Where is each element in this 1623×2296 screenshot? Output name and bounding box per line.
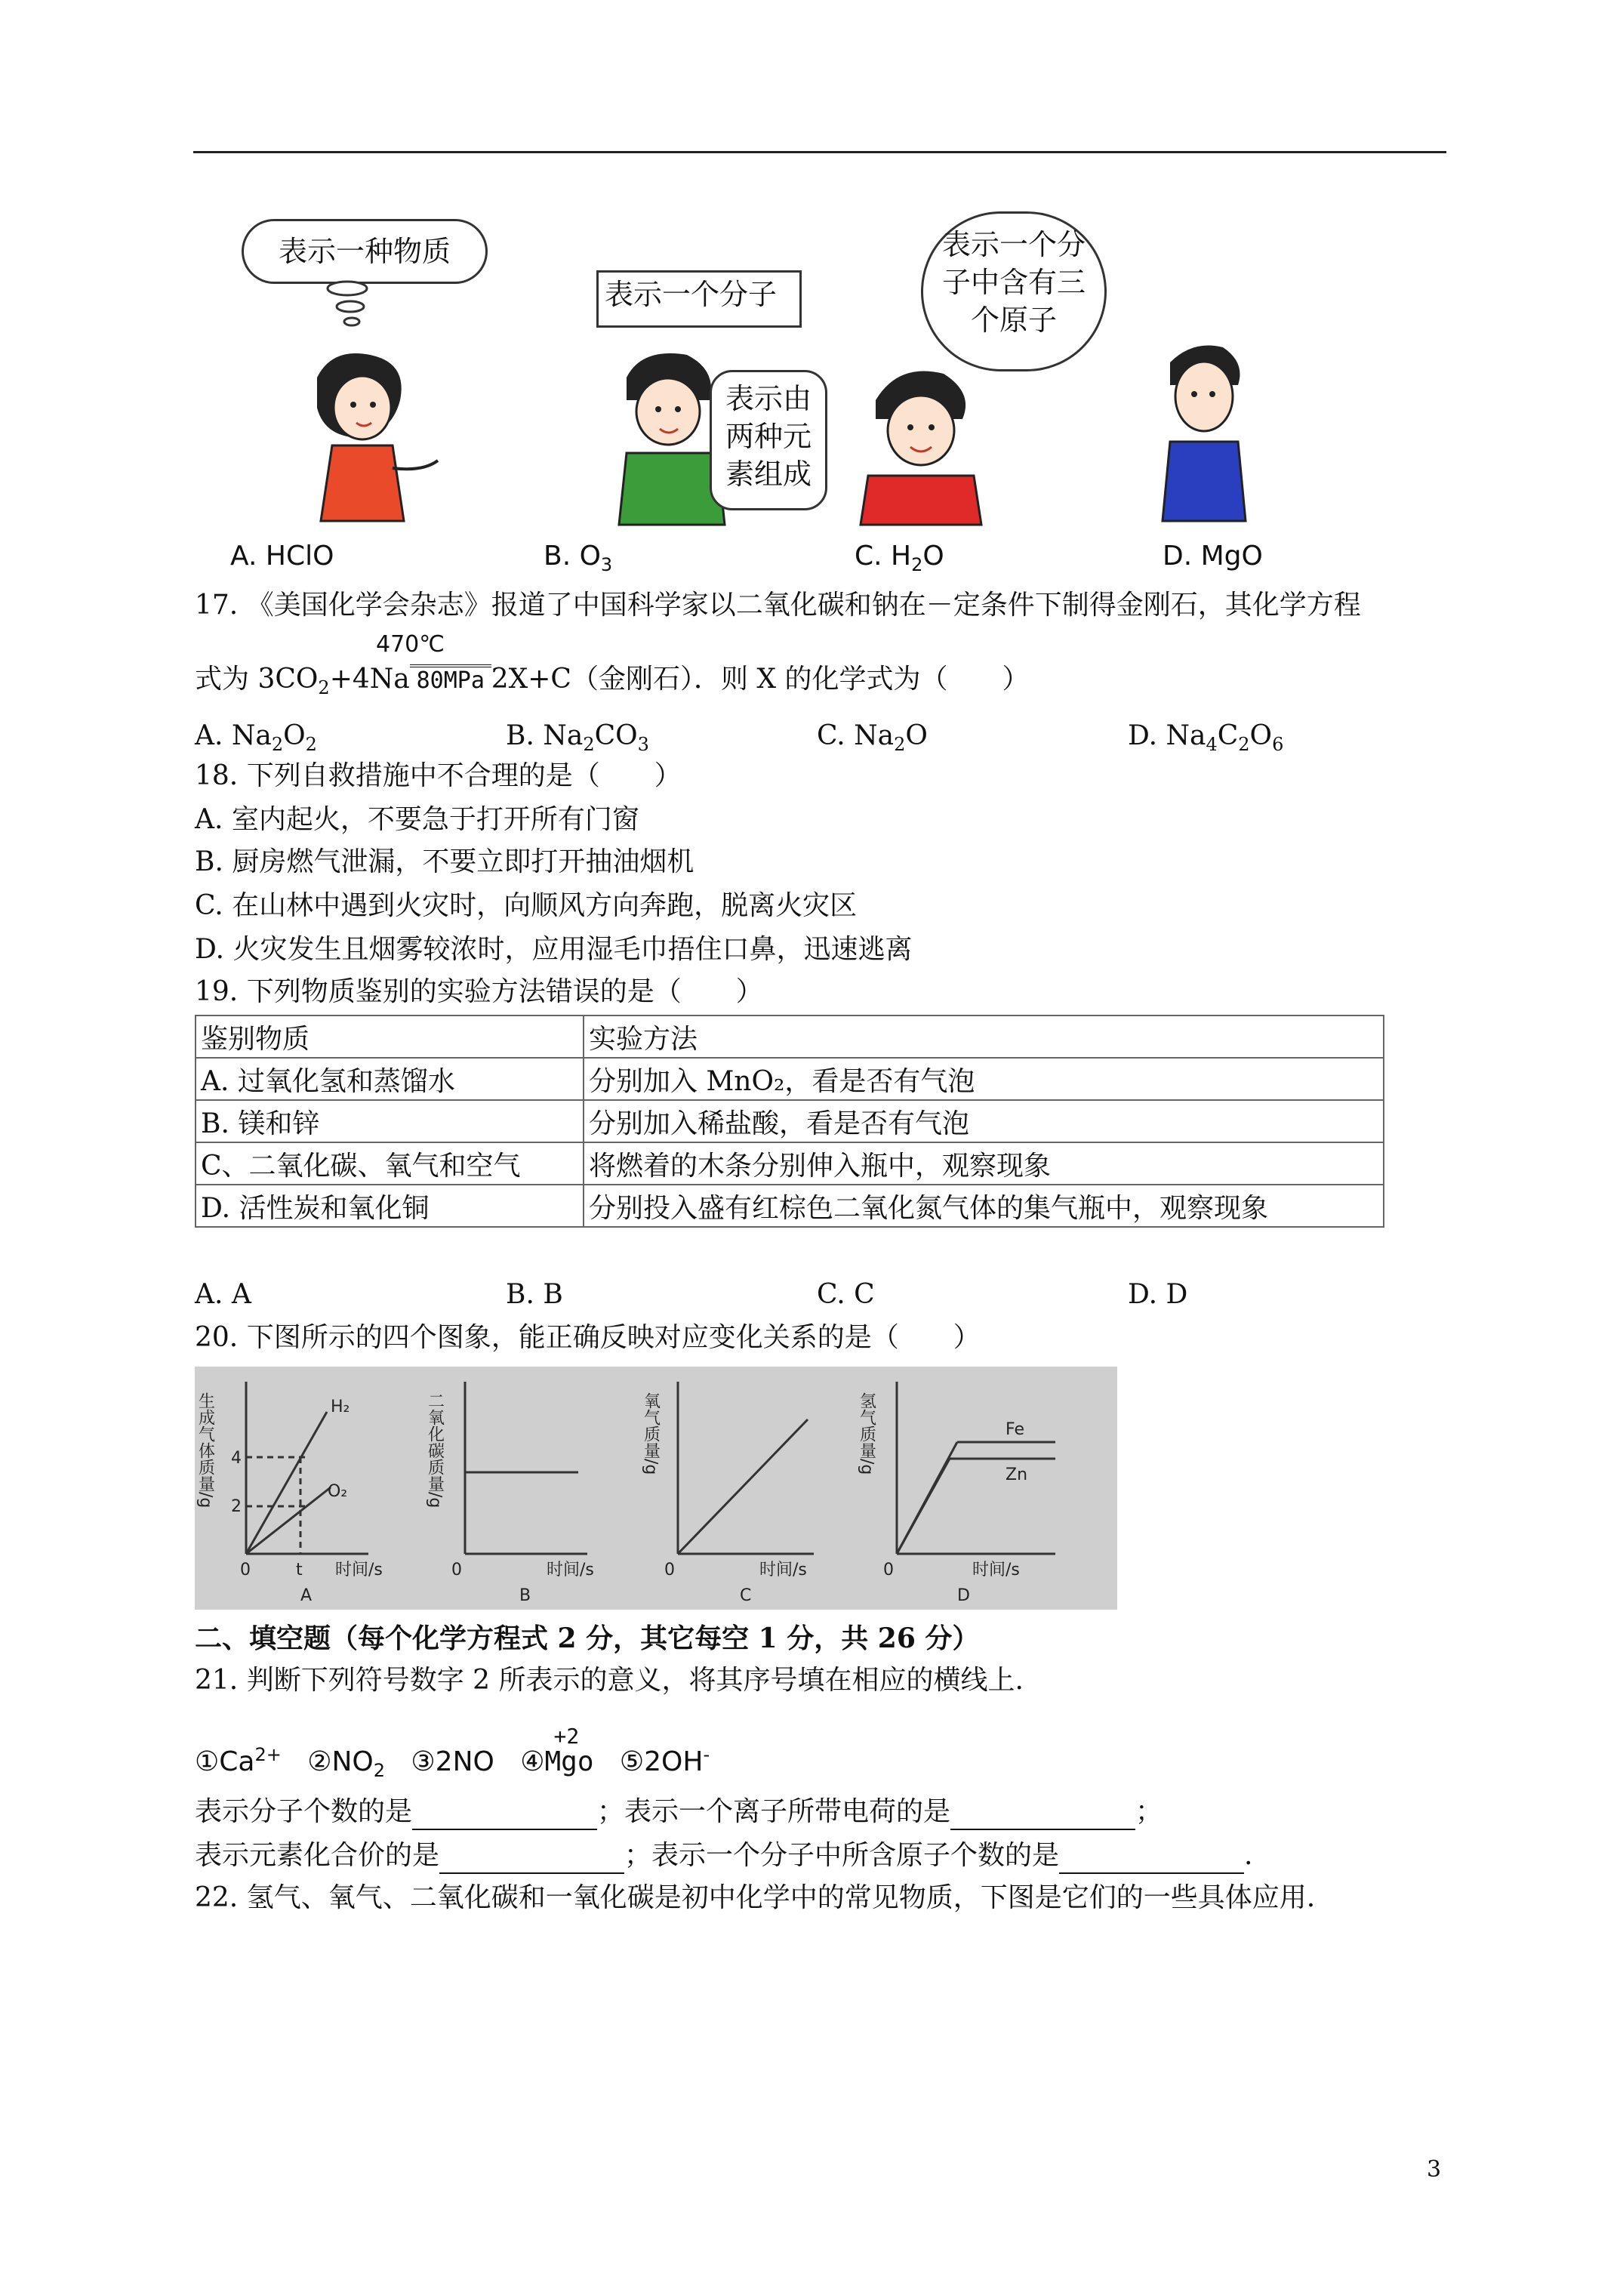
- graph-c-xlabel: 时间/s: [759, 1561, 807, 1579]
- q21-blank-line-2: [195, 1838, 1252, 1874]
- cartoon-option-c-tail: O: [922, 541, 944, 572]
- cartoon-option-b: [544, 541, 612, 575]
- q21-punct-4: .: [1244, 1840, 1253, 1871]
- q21-prompt-3: 表示元素化合价的是: [195, 1840, 440, 1871]
- graph-a-tick-4: 4: [231, 1449, 242, 1468]
- graph-b-xlabel: 时间/s: [547, 1561, 594, 1579]
- q21-symbol-1: ①Ca: [195, 1746, 255, 1777]
- q17-option-c-text: C. Na: [817, 720, 895, 751]
- q21-symbol-5: ⑤2OH: [619, 1746, 704, 1777]
- bubble-2-text: 表示一个分子: [605, 278, 778, 311]
- q19-option-c: C. C: [817, 1279, 875, 1310]
- graph-b-ylabel: 二氧化碳质量/g: [425, 1392, 445, 1509]
- q21-answer-blank-4[interactable]: [1059, 1845, 1244, 1874]
- q21-symbol-5-sup: -: [703, 1744, 710, 1765]
- q21-symbol-4: ④: [520, 1746, 545, 1777]
- q17-option-c: [817, 720, 928, 755]
- bubble-4-line-2: 子中含有三: [941, 266, 1086, 299]
- graph-c-origin: 0: [664, 1561, 675, 1579]
- bubble-3-line-2: 两种元: [725, 420, 812, 453]
- q21-prompt-1: 表示分子个数的是: [195, 1796, 413, 1827]
- q21-symbol-2: ②NO: [307, 1746, 374, 1777]
- q17-option-d-sub2: 2: [1238, 734, 1250, 756]
- q17-option-d-mid2: O: [1249, 720, 1273, 751]
- bubble-4-line-1: 表示一个分: [941, 228, 1086, 261]
- graph-d-xlabel: 时间/s: [972, 1561, 1020, 1579]
- q17-option-d-mid1: C: [1217, 720, 1239, 751]
- graph-a-origin: 0: [240, 1561, 251, 1579]
- q18-option-b: B. 厨房燃气泄漏，不要立即打开抽油烟机: [195, 846, 694, 877]
- section-2-title: 二、填空题（每个化学方程式 2 分，其它每空 1 分，共 26 分）: [195, 1623, 980, 1654]
- graph-c-ylabel: 氧气质量/g: [641, 1392, 661, 1475]
- table-row: [196, 1100, 1384, 1142]
- q21-punct-2: ；: [1135, 1796, 1163, 1827]
- graph-d-fe-label: Fe: [1006, 1420, 1024, 1439]
- cartoon-option-c-sub: 2: [911, 554, 923, 576]
- graph-a-ylabel: 生成气体质量/g: [196, 1392, 215, 1509]
- q17-option-a-mid: O: [283, 720, 306, 751]
- q18-option-d: D. 火灾发生且烟雾较浓时，应用湿毛巾捂住口鼻，迅速逃离: [195, 934, 913, 965]
- q21-answer-blank-1[interactable]: [412, 1801, 597, 1830]
- table-row: [196, 1185, 1384, 1227]
- table-cell: 分别投入盛有红棕色二氧化氮气体的集气瓶中，观察现象: [584, 1185, 1384, 1227]
- table-cell: A. 过氧化氢和蒸馏水: [196, 1058, 584, 1100]
- q17-option-a-text: A. Na: [195, 720, 272, 751]
- q17-condition-top: 470℃: [376, 631, 445, 658]
- cartoon-option-c: [855, 541, 944, 575]
- bubble-1-text: 表示一种物质: [278, 235, 451, 268]
- q21-answer-blank-3[interactable]: [439, 1845, 624, 1874]
- q19-option-d: D. D: [1128, 1279, 1188, 1310]
- q17-option-b: [506, 720, 649, 755]
- q17-eq-mid: +4Na: [329, 664, 410, 695]
- table-cell: D. 活性炭和氧化铜: [196, 1185, 584, 1227]
- graph-d-ylabel: 氢气质量/g: [857, 1392, 876, 1475]
- q21-symbols: [195, 1724, 710, 1789]
- q19-stem: 19. 下列物质鉴别的实验方法错误的是（ ）: [195, 976, 763, 1007]
- q21-prompt-2: ；表示一个离子所带电荷的是: [597, 1796, 951, 1827]
- speech-bubble-2: [596, 270, 802, 328]
- speech-bubble-4: [921, 211, 1107, 371]
- table-header-row: [196, 1015, 1384, 1058]
- q21-symbol-3: ③2NO: [411, 1746, 494, 1777]
- q17-option-d-sub1: 4: [1206, 734, 1218, 756]
- girl-figure: [272, 347, 453, 529]
- q21-symbol-1-sup: 2+: [254, 1744, 282, 1765]
- q17-option-b-text: B. Na: [506, 720, 584, 751]
- q17-option-a-sub1: 2: [271, 734, 284, 756]
- q21-symbol-4-main: Mgo: [544, 1746, 594, 1777]
- q17-stem-line-1: 17. 《美国化学会杂志》报道了中国科学家以二氧化碳和钠在－定条件下制得金刚石，其化学方程: [195, 590, 1361, 621]
- graph-a-tick-t: t: [296, 1561, 303, 1579]
- q20-graph-panel: [195, 1367, 1117, 1610]
- graph-c-caption: C: [740, 1586, 752, 1605]
- thought-dots: [317, 279, 385, 332]
- q18-option-c: C. 在山林中遇到火灾时，向顺风方向奔跑，脱离火灾区: [195, 890, 858, 921]
- q17-option-b-sub2: 3: [637, 734, 649, 756]
- cartoon-option-b-text: B. O: [544, 541, 601, 572]
- q17-stem-line-2: [195, 661, 1030, 706]
- q17-eq-post: 2X+C（金刚石）．则 X 的化学式为（ ）: [491, 664, 1030, 695]
- q20-graphs-svg: [195, 1367, 1117, 1610]
- q17-option-c-sub1: 2: [894, 734, 906, 756]
- q17-option-d-sub3: 6: [1272, 734, 1284, 756]
- cartoon-option-d: [1163, 541, 1263, 572]
- table-cell: B. 镁和锌: [196, 1100, 584, 1142]
- thought-bubble-1: [242, 219, 488, 284]
- q17-option-d-text: D. Na: [1128, 720, 1206, 751]
- q17-option-b-sub1: 2: [583, 734, 595, 756]
- q17-eq-pre: 式为 3CO: [195, 664, 319, 695]
- graph-d-zn-label: Zn: [1006, 1465, 1028, 1484]
- q18-option-a: A. 室内起火，不要急于打开所有门窗: [195, 804, 639, 835]
- q21-blank-line-1: [195, 1794, 1163, 1830]
- graph-a-xlabel: 时间/s: [335, 1561, 383, 1579]
- q18-stem: 18. 下列自救措施中不合理的是（ ）: [195, 760, 682, 791]
- graph-b-caption: B: [519, 1586, 531, 1605]
- bubble-4-line-3: 个原子: [970, 304, 1057, 337]
- graph-a-tick-2: 2: [231, 1497, 242, 1516]
- table-cell: 将燃着的木条分别伸入瓶中，观察现象: [584, 1142, 1384, 1185]
- graph-a-o2-label: O₂: [328, 1482, 348, 1501]
- cartoon-option-c-text: C. H: [855, 541, 912, 572]
- graph-b-origin: 0: [451, 1561, 462, 1579]
- man-blue-figure: [1132, 332, 1268, 529]
- q21-answer-blank-2[interactable]: [950, 1801, 1135, 1830]
- q17-option-b-mid: CO: [594, 720, 638, 751]
- graph-d-caption: D: [957, 1586, 970, 1605]
- graph-d-origin: 0: [883, 1561, 894, 1579]
- cartoon-option-a-text: A. HClO: [230, 541, 334, 572]
- q19-table: [195, 1015, 1384, 1228]
- q21-stem: 21. 判断下列符号数字 2 所表示的意义，将其序号填在相应的横线上.: [195, 1665, 1024, 1696]
- q17-option-d: [1128, 720, 1283, 755]
- q21-symbol-4-top: +2: [553, 1724, 580, 1749]
- page-number: 3: [1427, 2156, 1442, 2183]
- header-rule: [193, 151, 1446, 153]
- bubble-3-line-3: 素组成: [725, 458, 812, 491]
- graph-a-caption: A: [300, 1586, 313, 1605]
- table-header-cell: 鉴别物质: [196, 1015, 584, 1058]
- table-cell: 分别加入 MnO₂，看是否有气泡: [584, 1058, 1384, 1100]
- table-row: [196, 1142, 1384, 1185]
- table-row: [196, 1058, 1384, 1100]
- graph-a-h2-label: H₂: [331, 1398, 350, 1416]
- cartoon-option-d-text: D. MgO: [1163, 541, 1263, 572]
- q21-symbol-2-sub: 2: [373, 1760, 386, 1782]
- q21-symbol-4-valence: [544, 1724, 594, 1780]
- speech-bubble-3: [710, 370, 827, 510]
- q17-option-a-sub2: 2: [305, 734, 317, 756]
- table-cell: C、二氧化碳、氧气和空气: [196, 1142, 584, 1185]
- q17-eq-sub: 2: [318, 677, 330, 699]
- q17-option-c-mid: O: [905, 720, 928, 751]
- q22-stem: 22. 氢气、氧气、二氧化碳和一氧化碳是初中化学中的常见物质，下图是它们的一些具体应用.: [195, 1882, 1316, 1913]
- q17-condition-bottom: 80MPa: [410, 664, 491, 695]
- table-cell: 分别加入稀盐酸，看是否有气泡: [584, 1100, 1384, 1142]
- q20-stem: 20. 下图所示的四个图象，能正确反映对应变化关系的是（ ）: [195, 1322, 981, 1353]
- boy-red-figure: [845, 362, 996, 529]
- q17-option-a: [195, 720, 317, 755]
- q19-option-b: B. B: [506, 1279, 563, 1310]
- q19-option-a: A. A: [195, 1279, 251, 1310]
- cartoon-option-b-sub: 3: [600, 554, 613, 576]
- q21-prompt-4: ；表示一个分子中所含原子个数的是: [624, 1840, 1060, 1871]
- cartoon-option-a: [230, 541, 334, 572]
- table-header-cell: 实验方法: [584, 1015, 1384, 1058]
- bubble-3-line-1: 表示由: [725, 382, 812, 415]
